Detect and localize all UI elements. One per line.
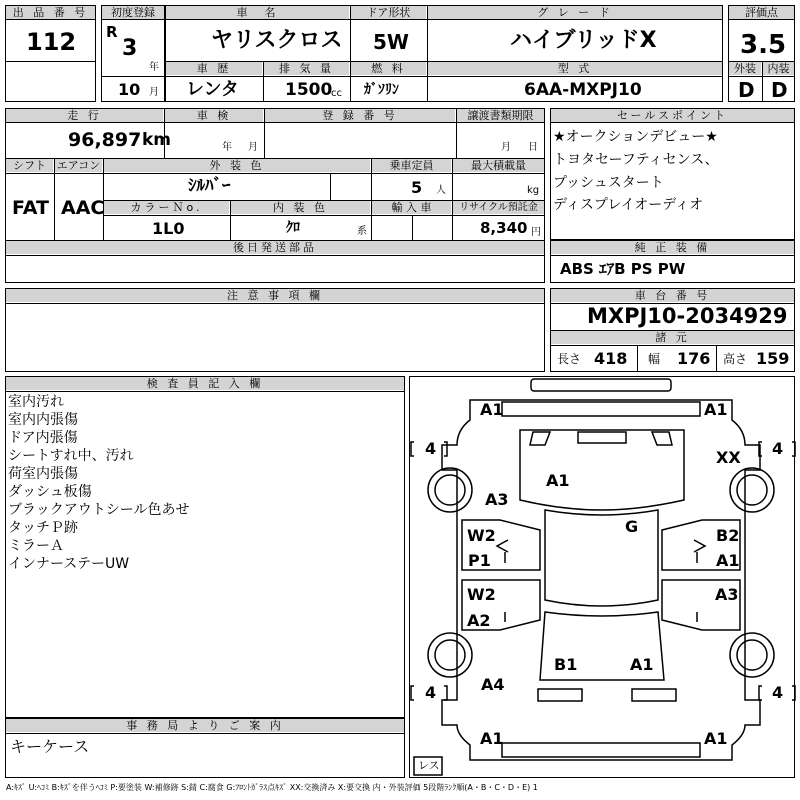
mark-right-front-door-1: B2 (716, 526, 740, 545)
mark-left-front-door-1: W2 (467, 526, 496, 545)
car-name: ヤリスクロス (211, 28, 343, 53)
model-label: 型 式 (428, 62, 722, 75)
notes-label: 注 意 事 項 欄 (6, 289, 544, 302)
import-label: 輸 入 車 (372, 201, 451, 214)
sales-point-label: セールスポイント (551, 109, 794, 122)
width: 176 (677, 349, 711, 368)
interior-unit: 系 (357, 226, 367, 237)
mark-fender-right: XX (716, 448, 741, 467)
remark-line: ミラーＡ (8, 538, 64, 554)
width-label: 幅 (648, 352, 661, 366)
color-no: 1L0 (152, 219, 185, 238)
grade: ハイブリッドX (510, 28, 657, 53)
sales-line: プッシュスタート (553, 175, 664, 191)
mark-left-front-door-2: P1 (468, 551, 491, 570)
capacity-label: 乗車定員 (372, 159, 451, 172)
ext-score: D (738, 78, 755, 102)
equipment-label: 純 正 装 備 (551, 241, 794, 254)
office-label: 事 務 局 よ り ご 案 内 (6, 719, 404, 732)
year-unit: 年 (149, 62, 159, 73)
mark-roof: G (625, 517, 639, 536)
first-reg-year: 3 (122, 36, 138, 61)
mark-trunk-left: B1 (554, 655, 578, 674)
legend: A:ｷｽﾞ U:ﾍｺﾐ B:ｷｽﾞを伴うﾍｺﾐ P:要塗装 W:補修跡 S:錆 C:腐食 G:ﾌﾛﾝﾄｶﾞﾗｽ点ｷｽﾞ XX:交換済み X:要交換 内・外装評価 5段階ﾗﾝｸ順(A・B・C・D・E) 1 (6, 783, 538, 792)
insp-month: 月 (248, 142, 258, 153)
ac-label: エアコン (56, 159, 101, 172)
grade-label: グ レ ー ド (428, 6, 722, 19)
sales-line: ディスプレイオーディオ (553, 197, 704, 213)
mark-hood: A1 (546, 471, 570, 490)
later-parts-label: 後日発送部品 (6, 241, 544, 254)
sales-line: ★オークションデビュー★ (553, 129, 718, 145)
mark-right-rear-door: A3 (715, 585, 739, 604)
inspection-label: 車 検 (165, 109, 263, 122)
score-label: 評価点 (729, 6, 794, 19)
remark-line: インナーステーUW (8, 556, 130, 572)
chassis-number: MXPJ10-2034929 (587, 304, 788, 328)
height: 159 (756, 349, 790, 368)
interior-color: ｸﾛ (286, 220, 300, 236)
shift-label: シフト (6, 159, 53, 172)
era: R (106, 23, 118, 41)
load-unit: kg (527, 185, 540, 196)
remark-line: ドア内張傷 (8, 430, 78, 446)
displacement-label: 排 気 量 (264, 62, 349, 75)
color-label: 外 装 色 (104, 159, 370, 172)
transfer-label: 譲渡書類期限 (457, 109, 544, 122)
door-label: ドア形状 (351, 6, 426, 19)
door-type: 5W (373, 30, 409, 54)
chassis-label: 車 台 番 号 (551, 289, 794, 302)
color-no-label: カラーＮo. (104, 201, 229, 214)
tire-front-right: 4 (772, 439, 784, 458)
mileage-label: 走 行 (6, 109, 163, 122)
lot-number: 112 (26, 28, 77, 56)
displacement: 1500 (285, 80, 333, 100)
tire-rear-right: 4 (772, 683, 784, 702)
remark-line: タッチＰ跡 (8, 520, 78, 536)
mark-left-rear-door-1: W2 (467, 585, 496, 604)
fuel: ｶﾞｿﾘﾝ (364, 82, 399, 98)
transfer-month: 月 (501, 142, 511, 153)
reg-label: 登 録 番 号 (265, 109, 455, 122)
remark-line: ブラックアウトシール色あせ (8, 502, 190, 518)
mark-left-quarter: A4 (481, 675, 505, 694)
ac: AAC (61, 197, 105, 219)
remark-line: 室内汚れ (8, 394, 64, 410)
specs-label: 諸 元 (551, 331, 794, 344)
tire-rear-left: 4 (425, 683, 437, 702)
mark-right-front-door-2: A1 (716, 551, 740, 570)
int-label: 内装 (763, 62, 794, 75)
recycle-fee: 8,340 (480, 219, 528, 237)
remark-line: ダッシュ板傷 (8, 484, 92, 500)
inspector-label: 検 査 員 記 入 欄 (6, 377, 404, 390)
remark-line: 荷室内張傷 (8, 466, 78, 482)
remark-line: シートすれ中、汚れ (8, 448, 134, 464)
spare-tire: レス (418, 759, 440, 772)
mark-front-bumper-right: A1 (704, 400, 728, 419)
first-reg-label: 初度登録 (102, 6, 164, 19)
length: 418 (594, 349, 628, 368)
mark-fender-left: A3 (485, 490, 509, 509)
month-unit: 月 (149, 87, 159, 98)
shift: FAT (12, 197, 49, 219)
ext-label: 外装 (729, 62, 761, 75)
car-name-label: 車 名 (166, 6, 349, 19)
body-color: ｼﾙﾊﾞｰ (188, 176, 231, 196)
displacement-unit: cc (331, 88, 342, 99)
mark-rear-bumper-left: A1 (480, 729, 504, 748)
office-text: キーケース (10, 737, 90, 756)
capacity-unit: 人 (436, 185, 446, 196)
mileage: 96,897 (68, 129, 142, 151)
interior-label: 内 装 色 (231, 201, 370, 214)
mark-rear-bumper-right: A1 (704, 729, 728, 748)
score: 3.5 (740, 30, 787, 60)
history: レンタ (186, 79, 239, 100)
lot-label: 出 品 番 号 (6, 6, 95, 19)
history-label: 車 歴 (166, 62, 262, 75)
tire-front-left: 4 (425, 439, 437, 458)
mark-front-bumper-left: A1 (480, 400, 504, 419)
mark-trunk-right: A1 (630, 655, 654, 674)
sales-line: トヨタセーフティセンス、 (553, 152, 719, 168)
transfer-day: 日 (528, 142, 538, 153)
insp-year: 年 (222, 142, 232, 153)
recycle-unit: 円 (531, 227, 541, 238)
fuel-label: 燃 料 (351, 62, 426, 75)
length-label: 長さ (557, 352, 582, 366)
capacity: 5 (411, 178, 423, 197)
recycle-label: リサイクル預託金 (453, 201, 544, 214)
int-score: D (771, 78, 788, 102)
model: 6AA-MXPJ10 (524, 80, 642, 100)
equipment-value: ABS ｴｱB PS PW (560, 260, 686, 278)
first-reg-month: 10 (118, 80, 141, 99)
height-label: 高さ (723, 352, 748, 366)
load-label: 最大積載量 (453, 159, 544, 172)
mark-left-rear-door-2: A2 (467, 611, 491, 630)
remark-line: 室内内張傷 (8, 412, 78, 428)
mileage-unit: km (142, 130, 172, 150)
